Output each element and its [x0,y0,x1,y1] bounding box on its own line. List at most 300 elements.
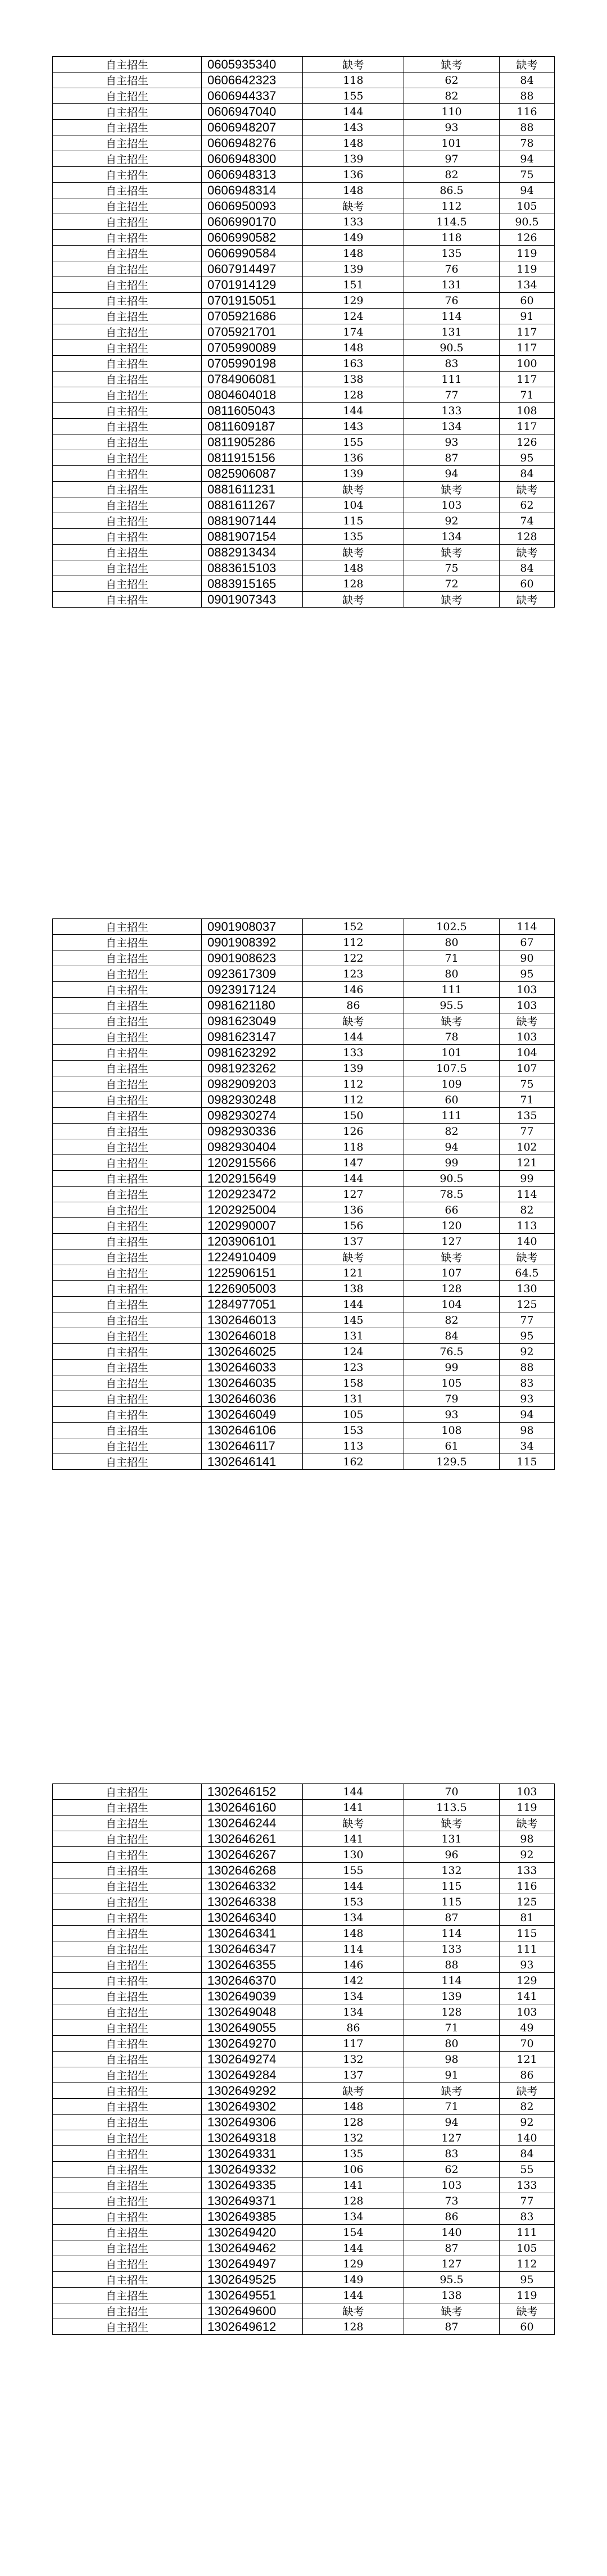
candidate-id-cell: 0605935340 [202,57,303,73]
candidate-id-cell: 0705921686 [202,309,303,324]
score-cell-3: 119 [500,261,555,277]
candidate-id-cell: 1202925004 [202,1202,303,1218]
score-cell-3: 100 [500,356,555,372]
table-row [53,1297,555,1312]
score-cell-2: 129.5 [404,1454,500,1470]
score-cell-2: 87 [404,2319,500,2335]
score-cell-2: 115 [404,1878,500,1894]
candidate-id-cell: 1202923472 [202,1187,303,1202]
table-row [53,88,555,104]
admission-type-cell: 自主招生 [53,2272,202,2288]
admission-type-cell: 自主招生 [53,309,202,324]
table-row [53,2036,555,2052]
admission-type-cell: 自主招生 [53,198,202,214]
table-row [53,1847,555,1863]
score-cell-2: 75 [404,560,500,576]
table-row [53,576,555,592]
admission-type-cell: 自主招生 [53,576,202,592]
admission-type-cell: 自主招生 [53,966,202,982]
admission-type-cell: 自主招生 [53,2303,202,2319]
table-row [53,497,555,513]
admission-type-cell: 自主招生 [53,340,202,356]
candidate-id-cell: 0606990584 [202,246,303,261]
score-cell-2: 114 [404,1926,500,1941]
table-row [53,560,555,576]
score-cell-1: 缺考 [303,198,404,214]
table-row [53,1061,555,1076]
table-row [53,2209,555,2225]
candidate-id-cell: 1302649302 [202,2099,303,2115]
score-cell-1: 134 [303,1989,404,2004]
candidate-id-cell: 0606947040 [202,104,303,120]
table-row [53,2193,555,2209]
candidate-id-cell: 1302646244 [202,1816,303,1831]
admission-type-cell: 自主招生 [53,403,202,419]
table-row [53,1124,555,1139]
admission-type-cell: 自主招生 [53,135,202,151]
score-cell-1: 缺考 [303,1249,404,1265]
score-cell-1: 131 [303,1328,404,1344]
score-cell-2: 135 [404,246,500,261]
table-row [53,1218,555,1234]
score-cell-1: 128 [303,387,404,403]
candidate-id-cell: 1302649055 [202,2020,303,2036]
table-row [53,1941,555,1957]
score-cell-2: 139 [404,1989,500,2004]
score-cell-1: 123 [303,1360,404,1375]
score-cell-2: 102.5 [404,919,500,935]
admission-type-cell: 自主招生 [53,529,202,545]
score-cell-3: 缺考 [500,482,555,497]
score-cell-2: 缺考 [404,592,500,608]
candidate-id-cell: 0705921701 [202,324,303,340]
candidate-id-cell: 1302646036 [202,1391,303,1407]
score-cell-3: 98 [500,1831,555,1847]
candidate-id-cell: 1203906101 [202,1234,303,1249]
score-cell-3: 93 [500,1391,555,1407]
candidate-id-cell: 0606944337 [202,88,303,104]
candidate-id-cell: 0901908623 [202,950,303,966]
score-cell-2: 61 [404,1438,500,1454]
candidate-id-cell: 1202990007 [202,1218,303,1234]
table-row [53,1407,555,1423]
score-cell-3: 90.5 [500,214,555,230]
score-cell-3: 108 [500,403,555,419]
score-cell-3: 90 [500,950,555,966]
score-cell-1: 163 [303,356,404,372]
table-row [53,246,555,261]
admission-type-cell: 自主招生 [53,73,202,88]
candidate-id-cell: 0881611267 [202,497,303,513]
score-cell-2: 128 [404,1281,500,1297]
table-row [53,513,555,529]
score-cell-1: 134 [303,1910,404,1926]
table-row [53,450,555,466]
admission-type-cell: 自主招生 [53,2130,202,2146]
score-cell-1: 112 [303,1092,404,1108]
admission-type-cell: 自主招生 [53,2146,202,2162]
table-row [53,309,555,324]
score-cell-1: 104 [303,497,404,513]
score-cell-3: 缺考 [500,592,555,608]
admission-type-cell: 自主招生 [53,434,202,450]
score-cell-1: 缺考 [303,57,404,73]
score-cell-3: 116 [500,1878,555,1894]
score-cell-2: 82 [404,1312,500,1328]
score-cell-3: 70 [500,2036,555,2052]
candidate-id-cell: 1302646025 [202,1344,303,1360]
score-cell-3: 105 [500,198,555,214]
score-cell-1: 147 [303,1155,404,1171]
score-cell-1: 139 [303,1061,404,1076]
score-cell-1: 141 [303,2177,404,2193]
candidate-id-cell: 1302646261 [202,1831,303,1847]
score-cell-3: 78 [500,135,555,151]
score-cell-1: 148 [303,2099,404,2115]
table-row [53,2115,555,2130]
candidate-id-cell: 0811605043 [202,403,303,419]
score-cell-2: 107.5 [404,1061,500,1076]
score-cell-3: 86 [500,2067,555,2083]
admission-type-cell: 自主招生 [53,1863,202,1878]
table-row [53,277,555,293]
score-cell-2: 96 [404,1847,500,1863]
score-cell-3: 128 [500,529,555,545]
candidate-id-cell: 1302649284 [202,2067,303,2083]
score-cell-2: 101 [404,135,500,151]
score-cell-2: 60 [404,1092,500,1108]
candidate-id-cell: 0881611231 [202,482,303,497]
admission-type-cell: 自主招生 [53,1423,202,1438]
score-cell-2: 138 [404,2288,500,2303]
admission-type-cell: 自主招生 [53,2240,202,2256]
score-cell-2: 131 [404,1831,500,1847]
candidate-id-cell: 1302646117 [202,1438,303,1454]
table-row [53,1973,555,1989]
admission-type-cell: 自主招生 [53,2067,202,2083]
score-cell-2: 112 [404,198,500,214]
admission-type-cell: 自主招生 [53,1234,202,1249]
candidate-id-cell: 1302649306 [202,2115,303,2130]
admission-type-cell: 自主招生 [53,1124,202,1139]
candidate-id-cell: 1302646033 [202,1360,303,1375]
score-cell-3: 134 [500,277,555,293]
table-row [53,434,555,450]
score-cell-2: 缺考 [404,2303,500,2319]
admission-type-cell: 自主招生 [53,277,202,293]
score-cell-2: 77 [404,387,500,403]
admission-type-cell: 自主招生 [53,1187,202,1202]
admission-type-cell: 自主招生 [53,2036,202,2052]
admission-type-cell: 自主招生 [53,214,202,230]
admission-type-cell: 自主招生 [53,1438,202,1454]
candidate-id-cell: 0923917124 [202,982,303,998]
score-cell-1: 128 [303,2193,404,2209]
candidate-id-cell: 1302649274 [202,2052,303,2067]
score-cell-1: 118 [303,73,404,88]
score-cell-1: 143 [303,419,404,434]
score-cell-2: 133 [404,1941,500,1957]
admission-type-cell: 自主招生 [53,2052,202,2067]
candidate-id-cell: 0981623147 [202,1029,303,1045]
table-row [53,73,555,88]
table-row [53,198,555,214]
admission-type-cell: 自主招生 [53,2288,202,2303]
score-cell-3: 125 [500,1894,555,1910]
score-cell-2: 132 [404,1863,500,1878]
admission-type-cell: 自主招生 [53,2256,202,2272]
admission-type-cell: 自主招生 [53,1391,202,1407]
table-row [53,1265,555,1281]
score-cell-3: 116 [500,104,555,120]
score-cell-2: 92 [404,513,500,529]
table-row [53,2067,555,2083]
candidate-id-cell: 0606948314 [202,183,303,198]
score-cell-2: 71 [404,2020,500,2036]
score-cell-1: 113 [303,1438,404,1454]
table-row [53,135,555,151]
candidate-id-cell: 0982930274 [202,1108,303,1124]
candidate-id-cell: 1224910409 [202,1249,303,1265]
candidate-id-cell: 1302649270 [202,2036,303,2052]
table-row [53,1328,555,1344]
admission-type-cell: 自主招生 [53,104,202,120]
candidate-id-cell: 1302649331 [202,2146,303,2162]
table-row [53,1344,555,1360]
table-row [53,183,555,198]
admission-type-cell: 自主招生 [53,1816,202,1831]
score-cell-2: 88 [404,1957,500,1973]
score-cell-2: 95.5 [404,998,500,1013]
table-row [53,293,555,309]
admission-type-cell: 自主招生 [53,950,202,966]
table-row [53,466,555,482]
score-cell-1: 86 [303,2020,404,2036]
score-cell-3: 121 [500,1155,555,1171]
admission-type-cell: 自主招生 [53,1784,202,1800]
admission-type-cell: 自主招生 [53,419,202,434]
score-cell-1: 130 [303,1847,404,1863]
candidate-id-cell: 1302646268 [202,1863,303,1878]
score-cell-1: 131 [303,1391,404,1407]
candidate-id-cell: 1284977051 [202,1297,303,1312]
candidate-id-cell: 1226905003 [202,1281,303,1297]
admission-type-cell: 自主招生 [53,1926,202,1941]
table-row [53,545,555,560]
score-cell-3: 82 [500,1202,555,1218]
score-cell-3: 125 [500,1297,555,1312]
score-cell-3: 77 [500,1124,555,1139]
score-cell-1: 136 [303,1202,404,1218]
score-cell-1: 128 [303,576,404,592]
table-row [53,2225,555,2240]
candidate-id-cell: 0606948300 [202,151,303,167]
score-cell-3: 95 [500,450,555,466]
admission-type-cell: 自主招生 [53,450,202,466]
admission-type-cell: 自主招生 [53,1375,202,1391]
score-cell-2: 72 [404,576,500,592]
candidate-id-cell: 1302649048 [202,2004,303,2020]
score-cell-2: 131 [404,324,500,340]
candidate-id-cell: 1302649318 [202,2130,303,2146]
score-cell-2: 111 [404,982,500,998]
score-cell-3: 103 [500,1784,555,1800]
table-row [53,2272,555,2288]
table-row [53,1249,555,1265]
score-cell-1: 134 [303,2209,404,2225]
candidate-id-cell: 1302646018 [202,1328,303,1344]
score-cell-3: 115 [500,1926,555,1941]
admission-type-cell: 自主招生 [53,1360,202,1375]
table-row [53,1863,555,1878]
admission-type-cell: 自主招生 [53,261,202,277]
score-cell-2: 111 [404,1108,500,1124]
score-cell-1: 135 [303,529,404,545]
admission-type-cell: 自主招生 [53,293,202,309]
score-cell-3: 126 [500,230,555,246]
admission-type-cell: 自主招生 [53,1800,202,1816]
score-cell-3: 140 [500,1234,555,1249]
score-cell-3: 缺考 [500,1249,555,1265]
score-cell-3: 92 [500,2115,555,2130]
candidate-id-cell: 0811609187 [202,419,303,434]
score-cell-3: 112 [500,2256,555,2272]
admission-type-cell: 自主招生 [53,2193,202,2209]
table-row [53,230,555,246]
score-cell-3: 130 [500,1281,555,1297]
score-cell-1: 146 [303,982,404,998]
score-cell-1: 128 [303,2115,404,2130]
score-cell-1: 149 [303,230,404,246]
score-cell-2: 91 [404,2067,500,2083]
admission-type-cell: 自主招生 [53,230,202,246]
admission-type-cell: 自主招生 [53,1297,202,1312]
score-cell-1: 124 [303,309,404,324]
score-cell-2: 98 [404,2052,500,2067]
table-row [53,1076,555,1092]
score-cell-1: 缺考 [303,592,404,608]
admission-type-cell: 自主招生 [53,1973,202,1989]
candidate-id-cell: 1302646347 [202,1941,303,1957]
admission-type-cell: 自主招生 [53,167,202,183]
admission-type-cell: 自主招生 [53,2177,202,2193]
table-row [53,1187,555,1202]
candidate-id-cell: 0901907343 [202,592,303,608]
score-cell-3: 99 [500,1171,555,1187]
score-cell-1: 150 [303,1108,404,1124]
score-cell-1: 141 [303,1831,404,1847]
score-cell-1: 144 [303,1784,404,1800]
candidate-id-cell: 1302649600 [202,2303,303,2319]
score-cell-1: 133 [303,1045,404,1061]
score-cell-1: 缺考 [303,2083,404,2099]
admission-type-cell: 自主招生 [53,1894,202,1910]
score-cell-1: 118 [303,1139,404,1155]
admission-type-cell: 自主招生 [53,120,202,135]
admission-type-cell: 自主招生 [53,1989,202,2004]
score-cell-1: 129 [303,2256,404,2272]
candidate-id-cell: 1302646332 [202,1878,303,1894]
table-row [53,214,555,230]
candidate-id-cell: 0606642323 [202,73,303,88]
table-row [53,1957,555,1973]
score-cell-3: 60 [500,2319,555,2335]
candidate-id-cell: 0606948276 [202,135,303,151]
candidate-id-cell: 0982909203 [202,1076,303,1092]
candidate-id-cell: 0981923262 [202,1061,303,1076]
score-cell-2: 105 [404,1375,500,1391]
score-cell-1: 144 [303,2240,404,2256]
candidate-id-cell: 0804604018 [202,387,303,403]
score-cell-2: 71 [404,950,500,966]
score-cell-1: 缺考 [303,482,404,497]
score-cell-2: 84 [404,1328,500,1344]
candidate-id-cell: 0606950093 [202,198,303,214]
score-cell-2: 103 [404,497,500,513]
admission-type-cell: 自主招生 [53,982,202,998]
score-cell-2: 127 [404,2256,500,2272]
score-cell-3: 88 [500,120,555,135]
score-cell-1: 144 [303,1171,404,1187]
admission-type-cell: 自主招生 [53,387,202,403]
score-cell-2: 111 [404,372,500,387]
score-cell-2: 90.5 [404,340,500,356]
score-cell-3: 135 [500,1108,555,1124]
score-cell-2: 97 [404,151,500,167]
score-cell-3: 缺考 [500,1013,555,1029]
table-row [53,2146,555,2162]
admission-type-cell: 自主招生 [53,2319,202,2335]
table-row [53,2177,555,2193]
score-cell-1: 148 [303,246,404,261]
score-cell-2: 缺考 [404,1249,500,1265]
candidate-id-cell: 1302646267 [202,1847,303,1863]
score-cell-1: 148 [303,135,404,151]
admission-type-cell: 自主招生 [53,1344,202,1360]
admission-type-cell: 自主招生 [53,1029,202,1045]
score-cell-1: 133 [303,214,404,230]
admission-type-cell: 自主招生 [53,998,202,1013]
score-cell-3: 62 [500,497,555,513]
admission-type-cell: 自主招生 [53,1218,202,1234]
score-cell-1: 126 [303,1124,404,1139]
candidate-id-cell: 1302646341 [202,1926,303,1941]
table-row [53,57,555,73]
table-row [53,1092,555,1108]
table-row [53,2319,555,2335]
score-cell-1: 122 [303,950,404,966]
score-cell-1: 143 [303,120,404,135]
table-row [53,1910,555,1926]
candidate-id-cell: 1302646340 [202,1910,303,1926]
admission-type-cell: 自主招生 [53,246,202,261]
candidate-id-cell: 1302649462 [202,2240,303,2256]
candidate-id-cell: 0784906081 [202,372,303,387]
score-cell-1: 缺考 [303,1013,404,1029]
score-cell-1: 148 [303,340,404,356]
admission-type-cell: 自主招生 [53,919,202,935]
score-cell-3: 107 [500,1061,555,1076]
admission-type-cell: 自主招生 [53,1155,202,1171]
score-cell-1: 124 [303,1344,404,1360]
score-cell-3: 119 [500,2288,555,2303]
score-cell-3: 94 [500,151,555,167]
admission-type-cell: 自主招生 [53,466,202,482]
score-cell-3: 缺考 [500,57,555,73]
score-cell-1: 148 [303,183,404,198]
score-cell-3: 102 [500,1139,555,1155]
score-cell-3: 71 [500,387,555,403]
